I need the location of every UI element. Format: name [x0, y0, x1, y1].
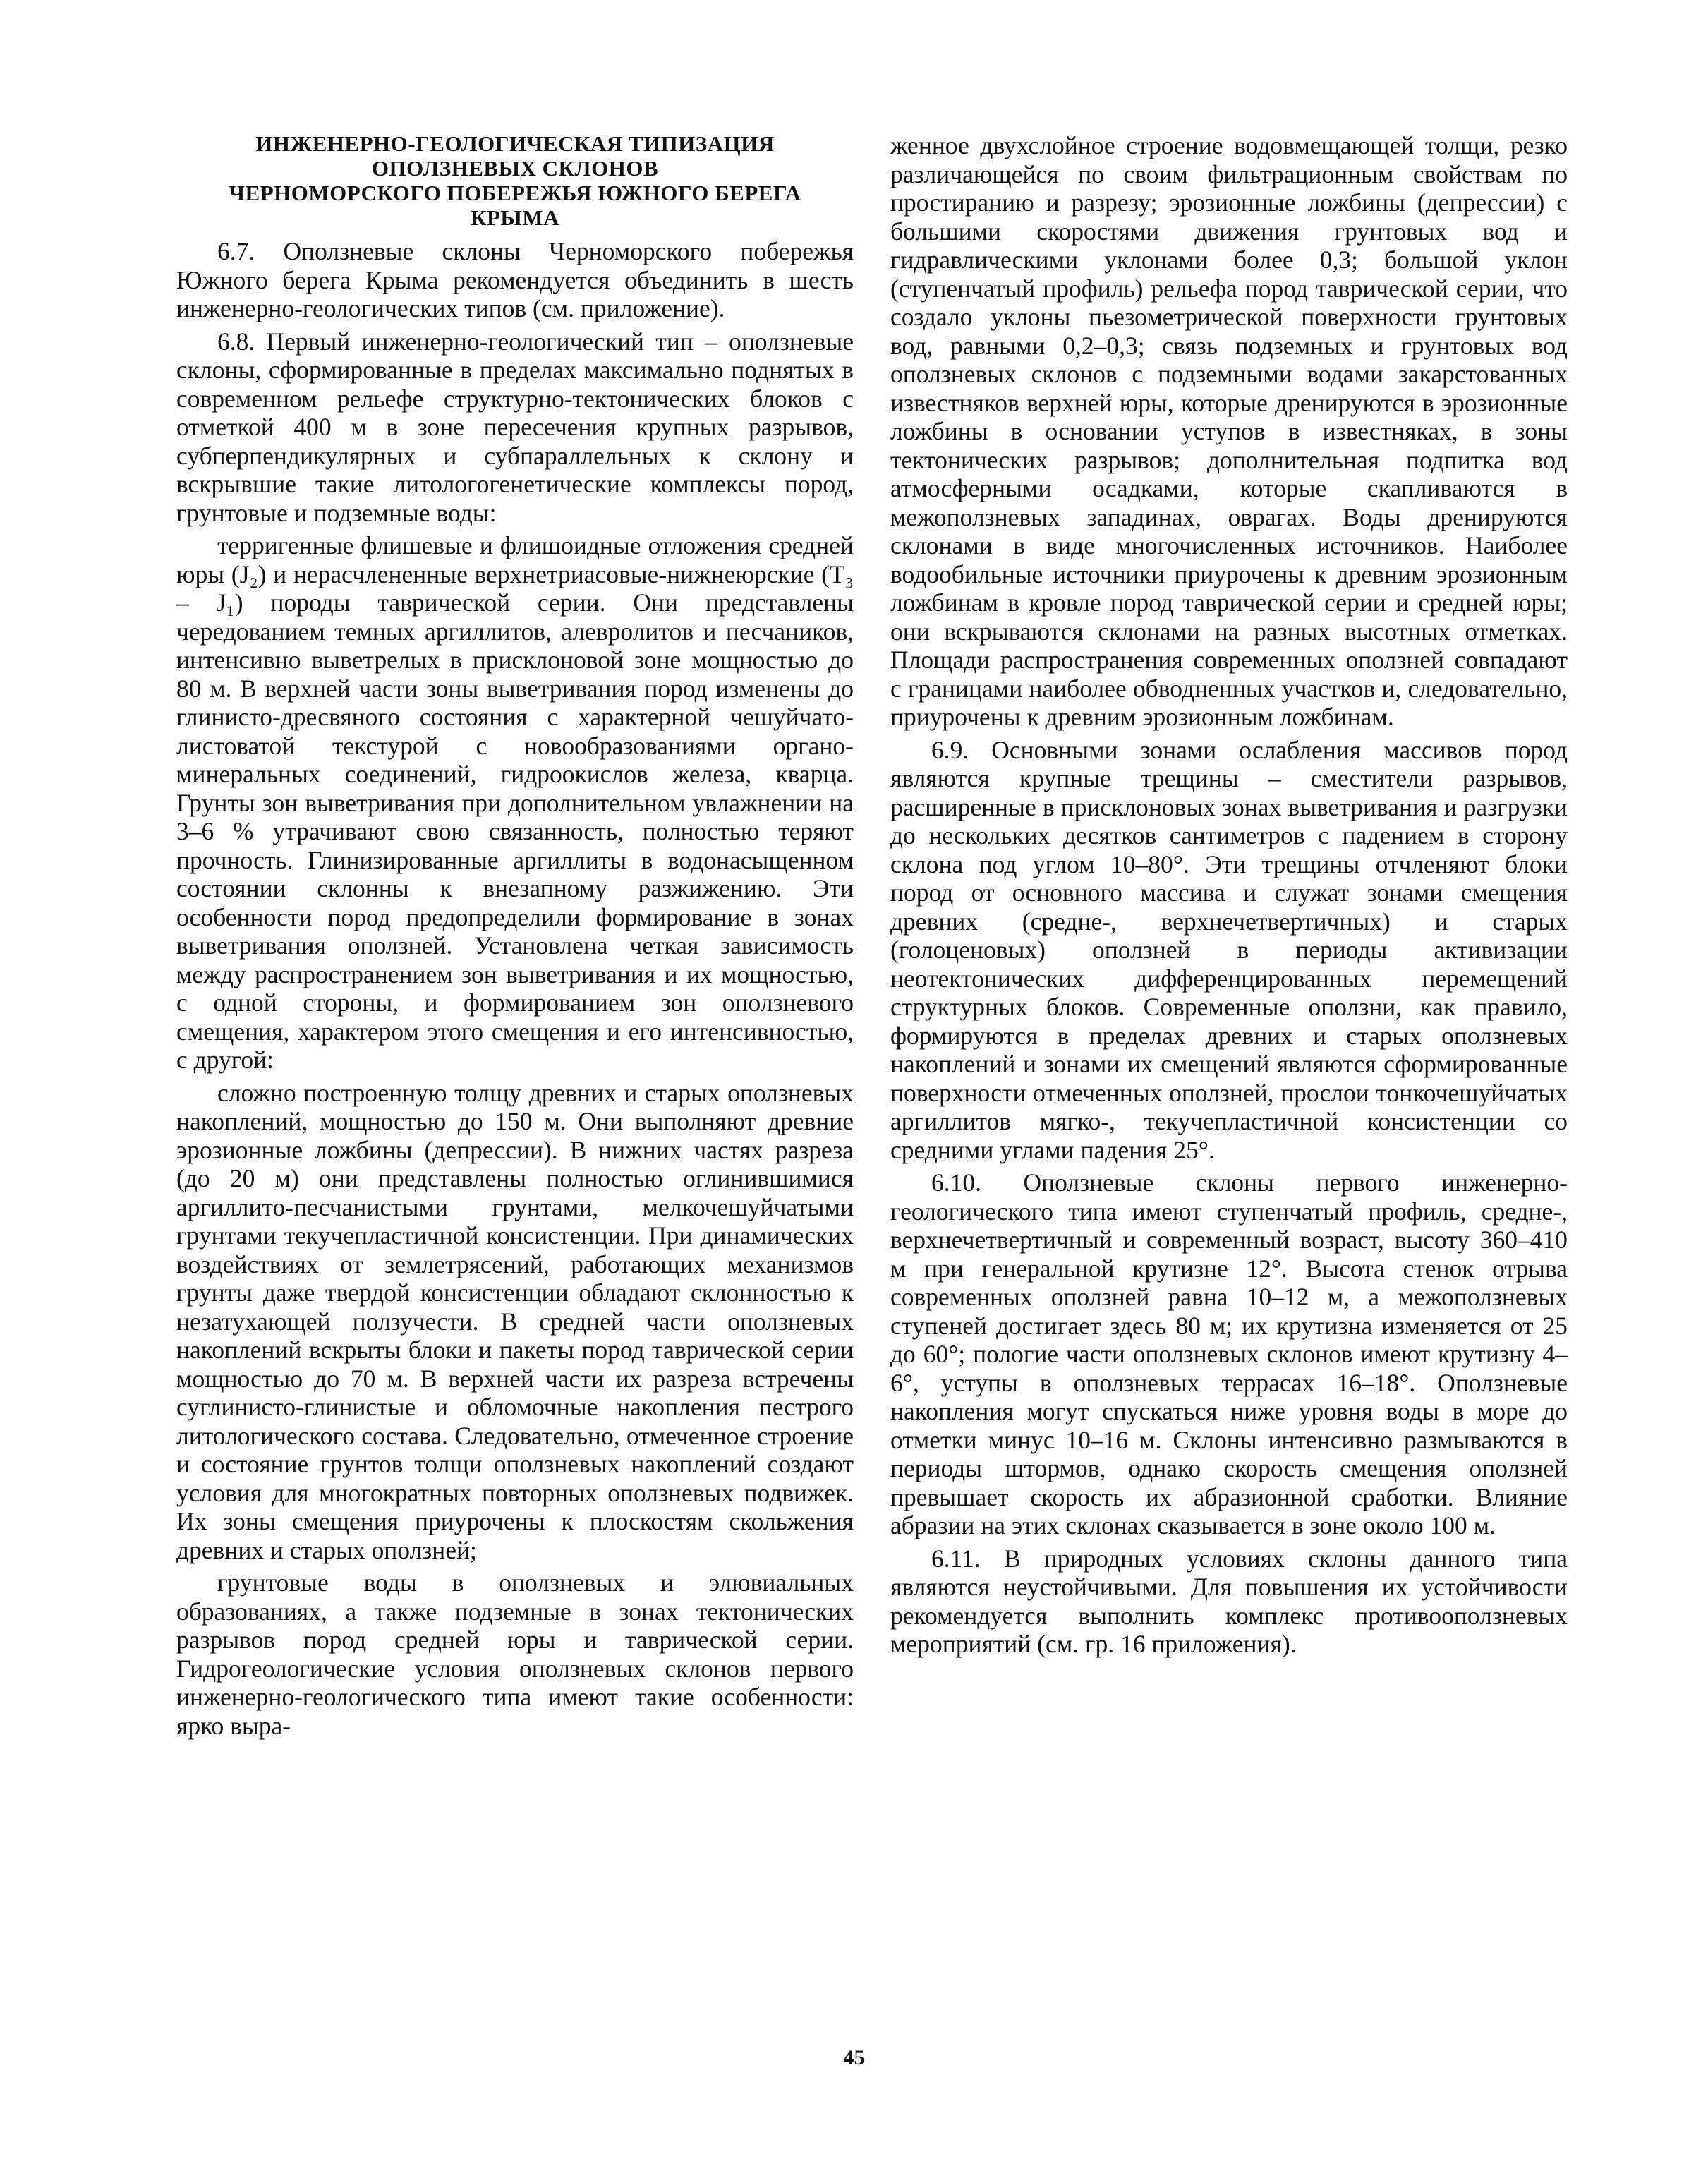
- heading-line-4: КРЫМА: [470, 205, 559, 230]
- heading-line-1: ИНЖЕНЕРНО-ГЕОЛОГИЧЕСКАЯ ТИПИЗАЦИЯ: [255, 131, 775, 156]
- heading-line-2: ОПОЛЗНЕВЫХ СКЛОНОВ: [371, 156, 659, 181]
- paragraph-6-9: 6.9. Основными зонами ослабления массивов пород являются крупные трещины – сместители разрывов, расширенные в присклоновых зонах выветривания и разгрузки до нескольких десятков сантиметров с падением в сторону склона под углом 10–80°. Эти трещины отчленяют блоки пород от основного массива и служат зонами смещения древних (средне-, верхнечетвертичных) и старых (голоценовых) оползней в периоды активизации неотектонических дифференцированных перемещений структурных блоков. Современные оползни, как правило, формируются в пределах древних и старых оползневых накоплений и зонами их смещений являются сформированные поверхности отмеченных оползней, прослои тонкочешуйчатых аргиллитов мягко-, текучепластичной консистенции со средними углами падения 25°.: [890, 735, 1568, 1164]
- paragraph-landslide-deposits: сложно построенную толщу древних и старых оползневых накоплений, мощностью до 150 м. Они выполняют древние эрозионные ложбины (депрессии). В нижних частях разреза (до 20 м) они представлены полностью оглинившимися аргиллито-песчанистыми грунтами, мелкочешуйчатыми грунтами текучепластичной консистенции. При динамических воздействиях от землетрясений, работающих механизмов грунты даже твердой консистенции обладают склонностью к незатухающей ползучести. В средней части оползневых накоплений вскрыты блоки и пакеты пород таврической серии мощностью до 70 м. В верхней части их разреза встречены суглинисто-глинистые и обломочные накопления пестрого литологического состава. Следовательно, отмеченное строение и состояние грунтов толщи оползневых накоплений создают условия для многократных повторных оползневых подвижек. Их зоны смещения приурочены к плоскостям скольжения древних и старых оползней;: [176, 1078, 854, 1564]
- left-column: [176, 131, 854, 1744]
- heading-line-3: ЧЕРНОМОРСКОГО ПОБЕРЕЖЬЯ ЮЖНОГО БЕРЕГА: [229, 181, 801, 205]
- paragraph-6-11: 6.11. В природных условиях склоны данного типа являются неустойчивыми. Для повышения их устойчивости рекомендуется выполнить комплекс противооползневых мероприятий (см. гр. 16 приложения).: [890, 1544, 1568, 1658]
- paragraph-rocks: терригенные флишевые и флишоидные отложения средней юры (J₂) и нерасчлененные верхнетриасовые-нижнеюрские (T₃ – J₁) породы таврической серии. Они представлены чередованием темных аргиллитов, алевролитов и песчаников, интенсивно выветрелых в присклоновой зоне мощностью до 80 м. В верхней части зоны выветривания пород изменены до глинисто-дресвяного состояния с характерной чешуйчато-листоватой текстурой с новообразованиями органо-минеральных соединений, гидроокислов железа, кварца. Грунты зон выветривания при дополнительном увлажнении на 3–6 % утрачивают свою связанность, полностью теряют прочность. Глинизированные аргиллиты в водонасыщенном состоянии склонны к внезапному разжижению. Эти особенности пород предопределили формирование в зонах выветривания оползней. Установлена четкая зависимость между распространением зон выветривания и их мощностью, с одной стороны, и формированием зон оползневого смещения, характером этого смещения и его интенсивностью, с другой:: [176, 531, 854, 1074]
- paragraph-continued: женное двухслойное строение водовмещающей толщи, резко различающейся по своим фильтрационным свойствам по простиранию и разрезу; эрозионные ложбины (депрессии) с большими скоростями движения грунтовых вод и гидравлическими уклонами более 0,3; большой уклон (ступенчатый профиль) рельефа пород таврической серии, что создало уклоны пьезометрической поверхности грунтовых вод, равными 0,2–0,3; связь подземных и грунтовых вод оползневых склонов с подземными водами закарстованных известняков верхней юры, которые дренируются в эрозионные ложбины в основании уступов в известняках, в зоны тектонических разрывов; дополнительная подпитка вод атмосферными осадками, которые скапливаются в межоползневых западинах, оврагах. Воды дренируются склонами в виде многочисленных источников. Наиболее водообильные источники приурочены к древним эрозионным ложбинам в кровле пород таврической серии и средней юры; они вскрываются склонами на разных высотных отметках. Площади распространения современных оползней совпадают с границами наиболее обводненных участков и, следовательно, приурочены к древним эрозионным ложбинам.: [890, 131, 1568, 731]
- page-number: 45: [843, 2046, 865, 2069]
- section-heading: [176, 131, 854, 230]
- paragraph-6-7: 6.7. Оползневые склоны Черноморского побережья Южного берега Крыма рекомендуется объединить в шесть инженерно-геологических типов (см. приложение).: [176, 237, 854, 322]
- paragraph-6-10: 6.10. Оползневые склоны первого инженерно-геологического типа имеют ступенчатый профиль, средне-, верхнечетвертичный и современный возраст, высоту 360–410 м при генеральной крутизне 12°. Высота стенок отрыва современных оползней равна 10–12 м, а межоползневых ступеней достигает здесь 80 м; их крутизна изменяется от 25 до 60°; пологие части оползневых склонов имеют крутизну 4–6°, уступы в оползневых террасах 16–18°. Оползневые накопления могут спускаться ниже уровня воды в море до отметки минус 10–16 м. Склоны интенсивно размываются в периоды штормов, однако скорость смещения оползней превышает скорость их абразионной сработки. Влияние абразии на этих склонах сказывается в зоне около 100 м.: [890, 1168, 1568, 1539]
- paragraph-6-8: 6.8. Первый инженерно-геологический тип – оползневые склоны, сформированные в пределах максимально поднятых в современном рельефе структурно-тектонических блоков с отметкой 400 м в зоне пересечения крупных разрывов, субперпендикулярных и субпараллельных к склону и вскрывшие такие литологогенетические комплексы пород, грунтовые и подземные воды:: [176, 327, 854, 527]
- paragraph-groundwater: грунтовые воды в оползневых и элювиальных образованиях, а также подземные в зонах тектонических разрывов пород средней юры и таврической серии. Гидрогеологические условия оползневых склонов первого инженерно-геологического типа имеют такие особенности: ярко выра-: [176, 1568, 854, 1740]
- right-column: [890, 131, 1568, 1663]
